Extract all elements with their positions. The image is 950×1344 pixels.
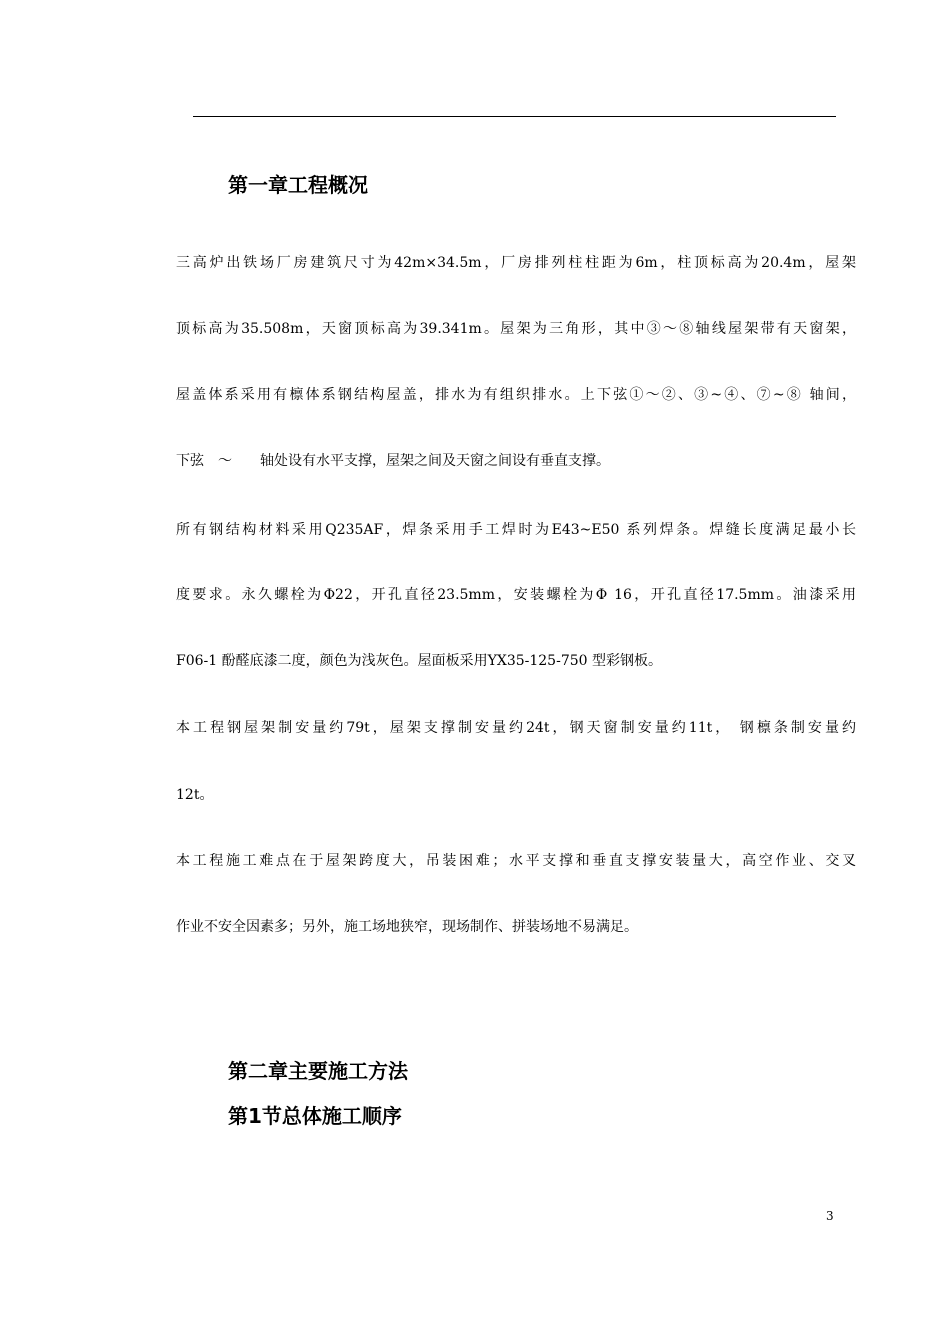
paragraph-2-line-2: 度要求。永久螺栓为Φ22，开孔直径23.5mm，安装螺栓为Φ 16，开孔直径17.5mm。油漆采用 xyxy=(176,587,856,603)
section-1-title: 第1节总体施工顺序 xyxy=(228,1104,402,1128)
paragraph-4-line-2: 作业不安全因素多；另外，施工场地狭窄，现场制作、拼装场地不易满足。 xyxy=(176,919,638,935)
paragraph-3-line-2: 12t。 xyxy=(176,787,214,803)
paragraph-3-line-1: 本工程钢屋架制安量约79t，屋架支撑制安量约24t，钢天窗制安量约11t， 钢檩条制安量约 xyxy=(176,720,856,736)
paragraph-1-line-3: 屋盖体系采用有檩体系钢结构屋盖，排水为有组织排水。上下弦①～②、③~④、⑦~⑧ 轴间， xyxy=(176,387,856,403)
paragraph-1-line-2: 顶标高为35.508m，天窗顶标高为39.341m。屋架为三角形，其中③～⑧轴线屋架带有天窗架， xyxy=(176,321,856,337)
chapter-1-title: 第一章工程概况 xyxy=(228,173,368,197)
page-number: 3 xyxy=(826,1209,834,1223)
paragraph-2-line-1: 所有钢结构材料采用Q235AF，焊条采用手工焊时为E43~E50 系列焊条。焊缝长度满足最小长 xyxy=(176,522,856,538)
paragraph-1-line-1: 三高炉出铁场厂房建筑尺寸为42m×34.5m，厂房排列柱柱距为6m，柱顶标高为20.4m，屋架 xyxy=(176,255,856,271)
header-rule xyxy=(193,116,836,117)
chapter-2-title: 第二章主要施工方法 xyxy=(228,1059,408,1083)
paragraph-4-line-1: 本工程施工难点在于屋架跨度大，吊装困难；水平支撑和垂直支撑安装量大，高空作业、交叉 xyxy=(176,853,856,869)
paragraph-1-line-4: 下弦 ～ 轴处设有水平支撑，屋架之间及天窗之间设有垂直支撑。 xyxy=(176,453,610,469)
paragraph-2-line-3: F06-1 酚醛底漆二度，颜色为浅灰色。屋面板采用YX35-125-750 型彩钢板。 xyxy=(176,653,662,669)
